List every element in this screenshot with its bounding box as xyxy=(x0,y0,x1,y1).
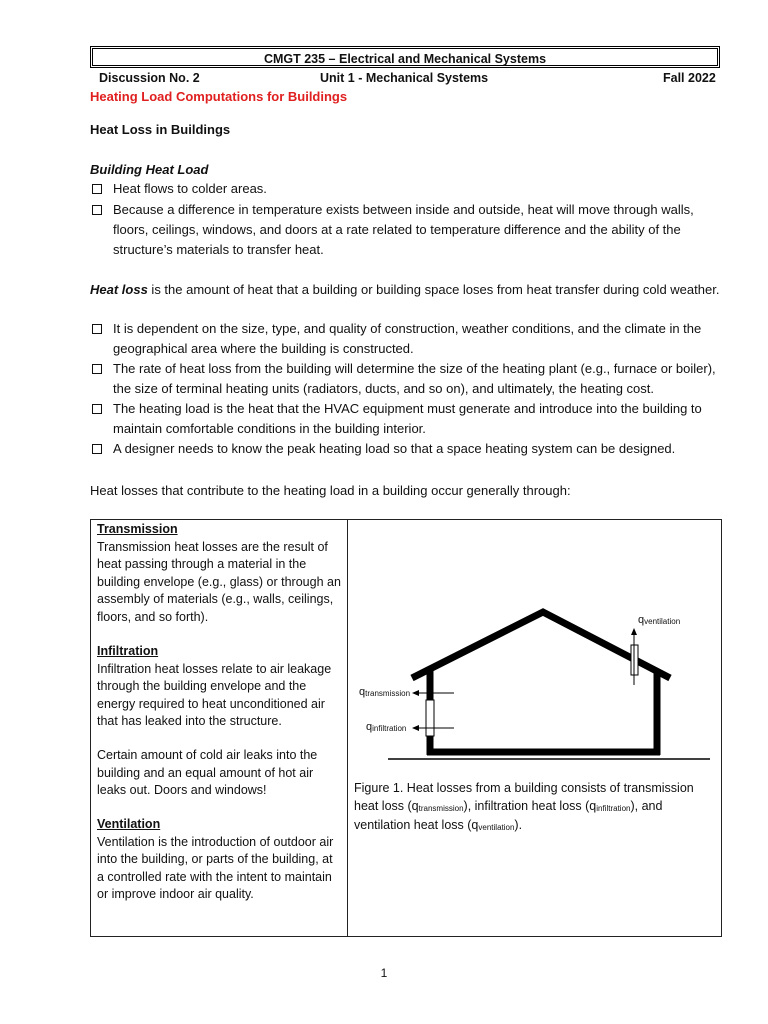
ventilation-text: Ventilation is the introduction of outdoor air into the building, or parts of the building, at a controlled rate with the intent to maintain or improve indoor air quality. xyxy=(97,834,334,901)
transmission-text: Transmission heat losses are the result of heat passing through a material in the building envelope (e.g., glass) or through an assembly of materials (e.g., walls, ceilings, floors, and so forth). xyxy=(97,539,341,624)
bullet-item: The heating load is the heat that the HVAC equipment must generate and introduce into the building to maintain comfortable conditions in the building interior. xyxy=(113,401,702,436)
infiltration-note: Certain amount of cold air leaks into the building and an equal amount of hot air leaks out. Doors and windows! xyxy=(97,748,318,797)
course-title: CMGT 235 – Electrical and Mechanical Systems xyxy=(263,52,547,66)
heat-loss-term: Heat loss xyxy=(90,282,148,297)
label-transmission: $q_{transmission}$ xyxy=(359,686,411,698)
checkbox-bullet-icon xyxy=(92,324,102,334)
subsection-heading: Building Heat Load xyxy=(90,162,209,177)
heat-loss-text: is the amount of heat that a building or building space loses from heat transfer during cold weather. xyxy=(147,282,720,297)
infiltration-section xyxy=(97,643,342,731)
checkbox-bullet-icon xyxy=(92,444,102,454)
transmission-heading: Transmission xyxy=(97,522,178,536)
checkbox-bullet-icon xyxy=(92,205,102,215)
infiltration-heading: Infiltration xyxy=(97,644,159,658)
ventilation-arrowhead xyxy=(631,628,637,635)
checkbox-bullet-icon xyxy=(92,364,102,374)
ventilation-heading: Ventilation xyxy=(97,817,161,831)
document-title: Heating Load Computations for Buildings xyxy=(90,89,348,104)
unit-label: Unit 1 - Mechanical Systems xyxy=(320,71,489,85)
infiltration-arrowhead xyxy=(412,725,419,731)
bullet-item: It is dependent on the size, type, and quality of construction, weather conditions, and the climate in the geographical area where the building is constructed. xyxy=(113,321,702,356)
transmission-section xyxy=(97,521,342,626)
bullet-item: Heat flows to colder areas. xyxy=(113,181,267,196)
bullet-item: The rate of heat loss from the building will determine the size of the heating plant (e.g., furnace or boiler), the size of terminal heating units (radiators, ducts, and so on), and ultimately, the heating cost. xyxy=(113,361,716,396)
bullet-item: Because a difference in temperature exists between inside and outside, heat will move through walls, floors, ceilings, windows, and doors at a rate related to temperature difference and the ability of the structure’s materials to transfer heat. xyxy=(113,202,694,257)
header-box xyxy=(90,46,720,68)
heat-loss-definition xyxy=(90,280,730,300)
checkbox-bullet-icon xyxy=(92,404,102,414)
term-label: Fall 2022 xyxy=(663,71,716,85)
ventilation-section xyxy=(97,816,342,904)
infiltration-text: Infiltration heat losses relate to air leakage through the building envelope and the energy required to heat unconditioned air that has leaked into the structure. xyxy=(97,661,332,728)
intro-sentence: Heat losses that contribute to the heating load in a building occur generally through: xyxy=(90,483,571,498)
wall-gap xyxy=(426,700,434,736)
transmission-arrowhead xyxy=(412,690,419,696)
label-infiltration: $q_{infiltration}$ xyxy=(366,721,407,733)
section-heading: Heat Loss in Buildings xyxy=(90,122,231,137)
figure-caption: Figure 1. Heat losses from a building consists of transmission heat loss $(q_{transmission})$, infiltration heat loss $(q_{infiltration})$, and ventilation heat loss $(q_{ventilation})$. xyxy=(354,781,694,832)
label-ventilation: $q_{ventilation}$ xyxy=(638,614,681,626)
page-number: 1 xyxy=(380,966,388,980)
checkbox-bullet-icon xyxy=(92,184,102,194)
discussion-number: Discussion No. 2 xyxy=(99,71,200,85)
bullet-item: A designer needs to know the peak heating load so that a space heating system can be designed. xyxy=(113,441,676,456)
